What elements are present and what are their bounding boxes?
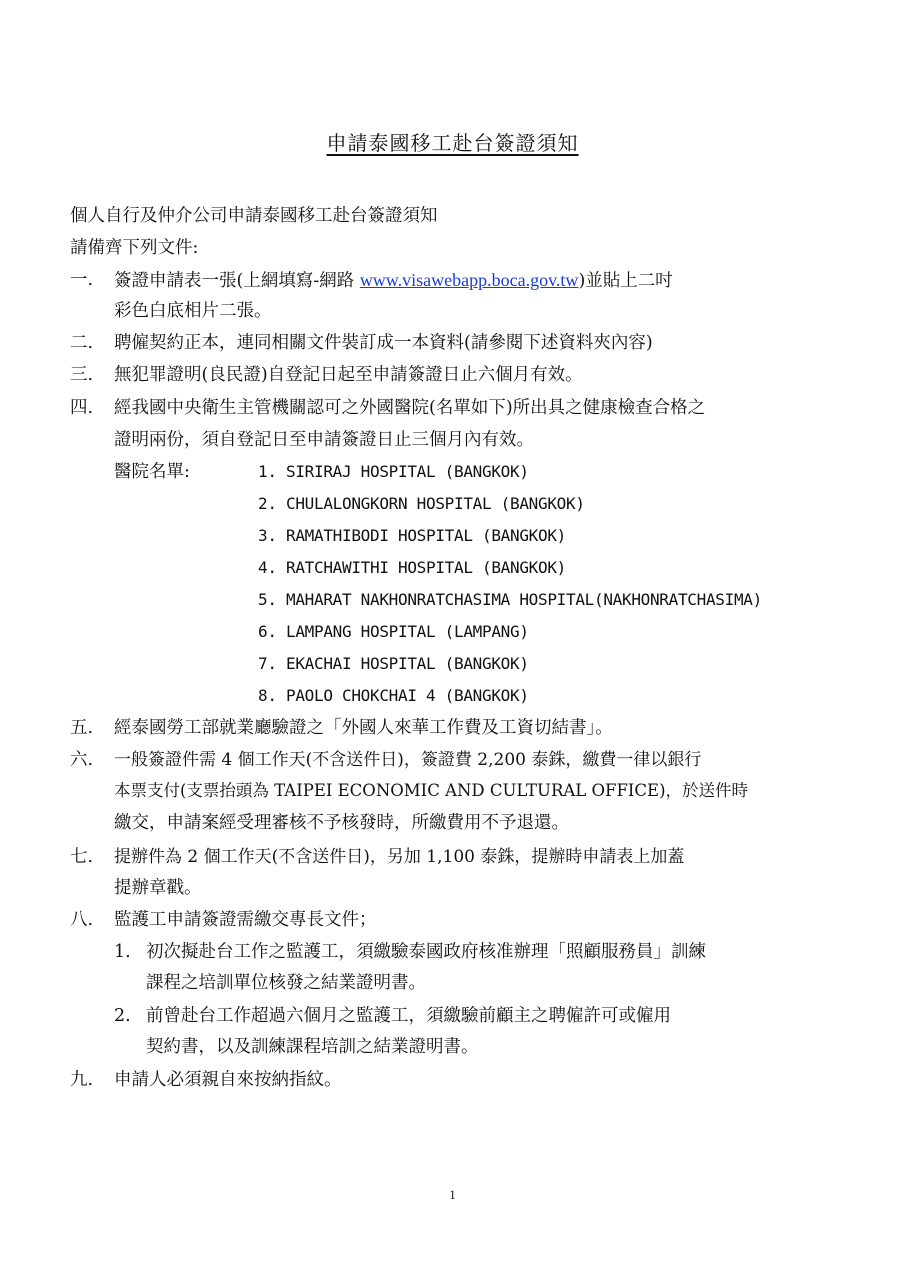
intro-line-2: 請備齊下列文件: xyxy=(70,238,199,258)
item-7-marker: 七. xyxy=(70,847,94,867)
hospital-item: 1. SIRIRAJ HOSPITAL (BANGKOK) xyxy=(258,462,529,481)
item-8-sub-2-text: 前曾赴台工作超過六個月之監護工，須繳驗前顧主之聘僱許可或僱用 xyxy=(146,1006,671,1026)
item-2-marker: 二. xyxy=(70,333,94,353)
item-5-marker: 五. xyxy=(70,718,94,738)
intro-line-1: 個人自行及仲介公司申請泰國移工赴台簽證須知 xyxy=(70,206,438,226)
item-3-marker: 三. xyxy=(70,365,94,385)
item-2-text: 聘僱契約正本，連同相關文件裝訂成一本資料(請參閱下述資料夾內容) xyxy=(114,333,653,353)
item-8-text: 監護工申請簽證需繳交專長文件； xyxy=(114,910,377,930)
item-7-text: 提辦件為 2 個工作天(不含送件日)，另加 1,100 泰銖，提辦時申請表上加蓋 xyxy=(114,847,685,867)
item-8-marker: 八. xyxy=(70,910,94,930)
item-7-continuation: 提辦章戳。 xyxy=(114,878,202,898)
page-title: 申請泰國移工赴台簽證須知 xyxy=(326,131,579,155)
item-1-text: 簽證申請表一張(上網填寫-網路 www.visawebapp.boca.gov.tw)並貼上二吋 xyxy=(114,270,673,291)
item-9-text: 申請人必須親自來按納指紋。 xyxy=(114,1070,342,1090)
item-5-text: 經泰國勞工部就業廳驗證之「外國人來華工作費及工資切結書」。 xyxy=(114,718,613,738)
hospital-item: 5. MAHARAT NAKHONRATCHASIMA HOSPITAL(NAKHONRATCHASIMA) xyxy=(258,590,762,609)
item-4-marker: 四. xyxy=(70,398,94,418)
page-number: 1 xyxy=(449,1187,456,1202)
item-8-sub-1-text: 初次擬赴台工作之監護工，須繳驗泰國政府核准辦理「照顧服務員」訓練 xyxy=(146,942,706,962)
item-6-text: 一般簽證件需 4 個工作天(不含送件日)，簽證費 2,200 泰銖，繳費一律以銀行 xyxy=(114,750,702,770)
hospital-item: 4. RATCHAWITHI HOSPITAL (BANGKOK) xyxy=(258,558,566,577)
item-8-sub-1-marker: 1. xyxy=(114,942,131,962)
hospital-item: 7. EKACHAI HOSPITAL (BANGKOK) xyxy=(258,654,529,673)
item-6-continuation-2: 繳交，申請案經受理審核不予核發時，所繳費用不予退還。 xyxy=(114,813,569,833)
item-8-sub-2-marker: 2. xyxy=(114,1006,131,1026)
item-6-marker: 六. xyxy=(70,750,94,770)
visa-webapp-link[interactable]: www.visawebapp.boca.gov.tw xyxy=(359,270,579,290)
item-9-marker: 九. xyxy=(70,1070,94,1090)
item-6-continuation-1: 本票支付(支票抬頭為 TAIPEI ECONOMIC AND CULTURAL OFFICE)，於送件時 xyxy=(114,781,749,800)
item-4-continuation: 證明兩份，須自登記日至申請簽證日止三個月內有效。 xyxy=(114,430,534,450)
item-1-continuation: 彩色白底相片二張。 xyxy=(114,301,272,321)
hospital-item: 8. PAOLO CHOKCHAI 4 (BANGKOK) xyxy=(258,686,529,705)
hospital-list-label: 醫院名單: xyxy=(114,462,190,482)
item-3-text: 無犯罪證明(良民證)自登記日起至申請簽證日止六個月有效。 xyxy=(114,365,583,385)
hospital-item: 3. RAMATHIBODI HOSPITAL (BANGKOK) xyxy=(258,526,566,545)
item-8-sub-1-continuation: 課程之培訓單位核發之結業證明書。 xyxy=(146,973,426,993)
item-4-text: 經我國中央衛生主管機關認可之外國醫院(名單如下)所出具之健康檢查合格之 xyxy=(114,398,706,418)
hospital-item: 2. CHULALONGKORN HOSPITAL (BANGKOK) xyxy=(258,494,585,513)
item-1-marker: 一. xyxy=(70,270,94,290)
hospital-item: 6. LAMPANG HOSPITAL (LAMPANG) xyxy=(258,622,529,641)
item-8-sub-2-continuation: 契約書，以及訓練課程培訓之結業證明書。 xyxy=(146,1037,479,1057)
